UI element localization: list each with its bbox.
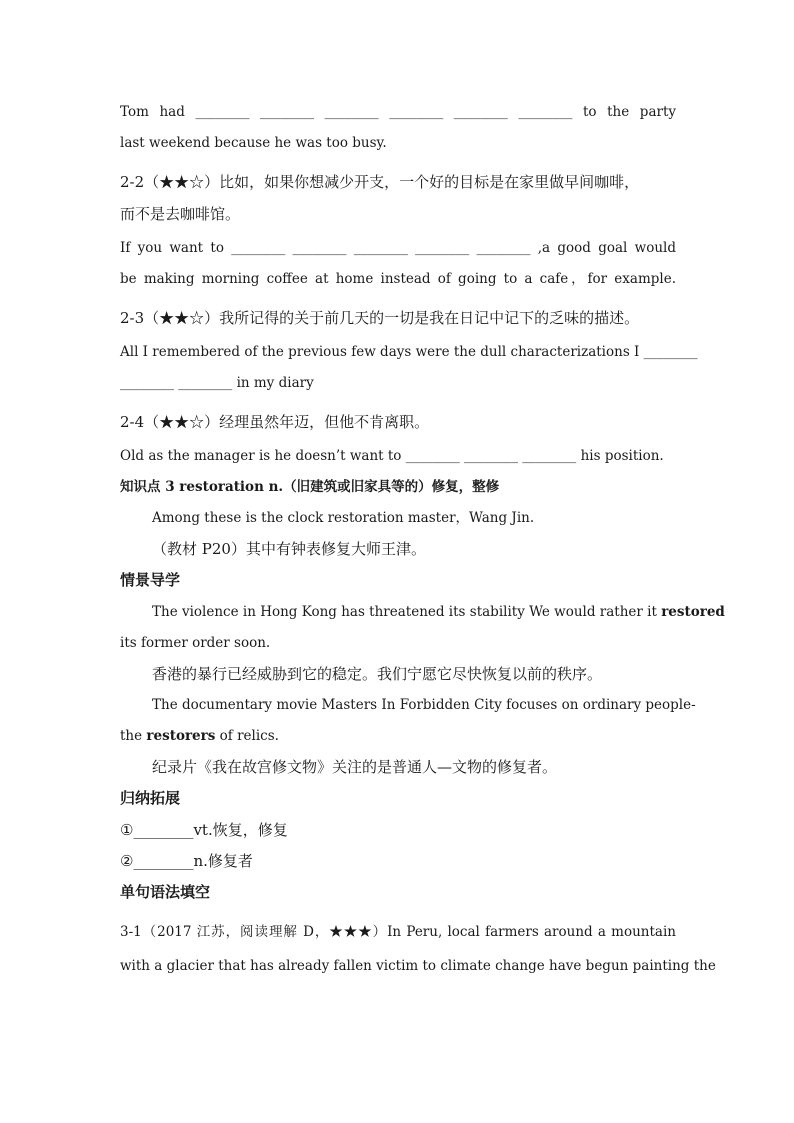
subheading-scenario: 情景导学 bbox=[120, 571, 181, 589]
text-line: 纪录片《我在故宫修文物》关注的是普通人—文物的修复者。 bbox=[152, 758, 558, 776]
section-heading-point-3: 知识点 3 restoration n.（旧建筑或旧家具等的）修复，整修 bbox=[120, 479, 500, 495]
text-line: 而不是去咖啡馆。 bbox=[120, 205, 241, 223]
text-line: ②________n.修复者 bbox=[120, 852, 253, 870]
text-run: of relics. bbox=[215, 728, 279, 744]
text-line: （教材 P20）其中有钟表修复大师王津。 bbox=[152, 540, 426, 558]
text-line: with a glacier that has already fallen victim to climate change have begun painting the bbox=[120, 958, 716, 974]
question-2-2: 2-2（★★☆）比如，如果你想减少开支，一个好的目标是在家里做早间咖啡， bbox=[120, 173, 640, 191]
bold-word: restored bbox=[661, 604, 725, 620]
text-line: If you want to ________ ________ ________ ________ ________ ,a good goal would bbox=[120, 240, 676, 256]
text-line: Tom had ________ ________ ________ ________ ________ ________ to the party bbox=[120, 104, 676, 120]
text-line: The documentary movie Masters In Forbidden City focuses on ordinary people- bbox=[152, 697, 696, 713]
text-line: Among these is the clock restoration master，Wang Jin. bbox=[152, 510, 535, 526]
question-2-4: 2-4（★★☆）经理虽然年迈，但他不肯离职。 bbox=[120, 413, 430, 431]
subheading-summary: 归纳拓展 bbox=[120, 789, 181, 807]
text-line: 香港的暴行已经威胁到它的稳定。我们宁愿它尽快恢复以前的秩序。 bbox=[152, 665, 603, 683]
text-line: last weekend because he was too busy. bbox=[120, 135, 387, 151]
text-line bbox=[120, 726, 676, 746]
text-run: The violence in Hong Kong has threatened its stability We would rather it bbox=[152, 604, 662, 620]
text-line bbox=[152, 602, 725, 622]
text-line: ________ ________ in my diary bbox=[120, 375, 314, 391]
bold-word: restorers bbox=[146, 728, 216, 744]
question-2-3: 2-3（★★☆）我所记得的关于前几天的一切是我在日记中记下的乏味的描述。 bbox=[120, 309, 640, 327]
text-line: ①________vt.恢复，修复 bbox=[120, 821, 288, 839]
question-3-1: 3-1（2017 江苏，阅读理解 D，★★★）In Peru, local farmers around a mountain bbox=[120, 924, 676, 940]
text-line: All I remembered of the previous few days were the dull characterizations I ________ bbox=[120, 344, 698, 360]
text-line: Old as the manager is he doesn’t want to ________ ________ ________ his position. bbox=[120, 448, 664, 464]
text-line: its former order soon. bbox=[120, 635, 271, 651]
text-line: be making morning coffee at home instead of going to a cafe，for example. bbox=[120, 271, 676, 287]
text-run: the bbox=[120, 728, 147, 744]
subheading-grammar: 单句语法填空 bbox=[120, 883, 211, 901]
